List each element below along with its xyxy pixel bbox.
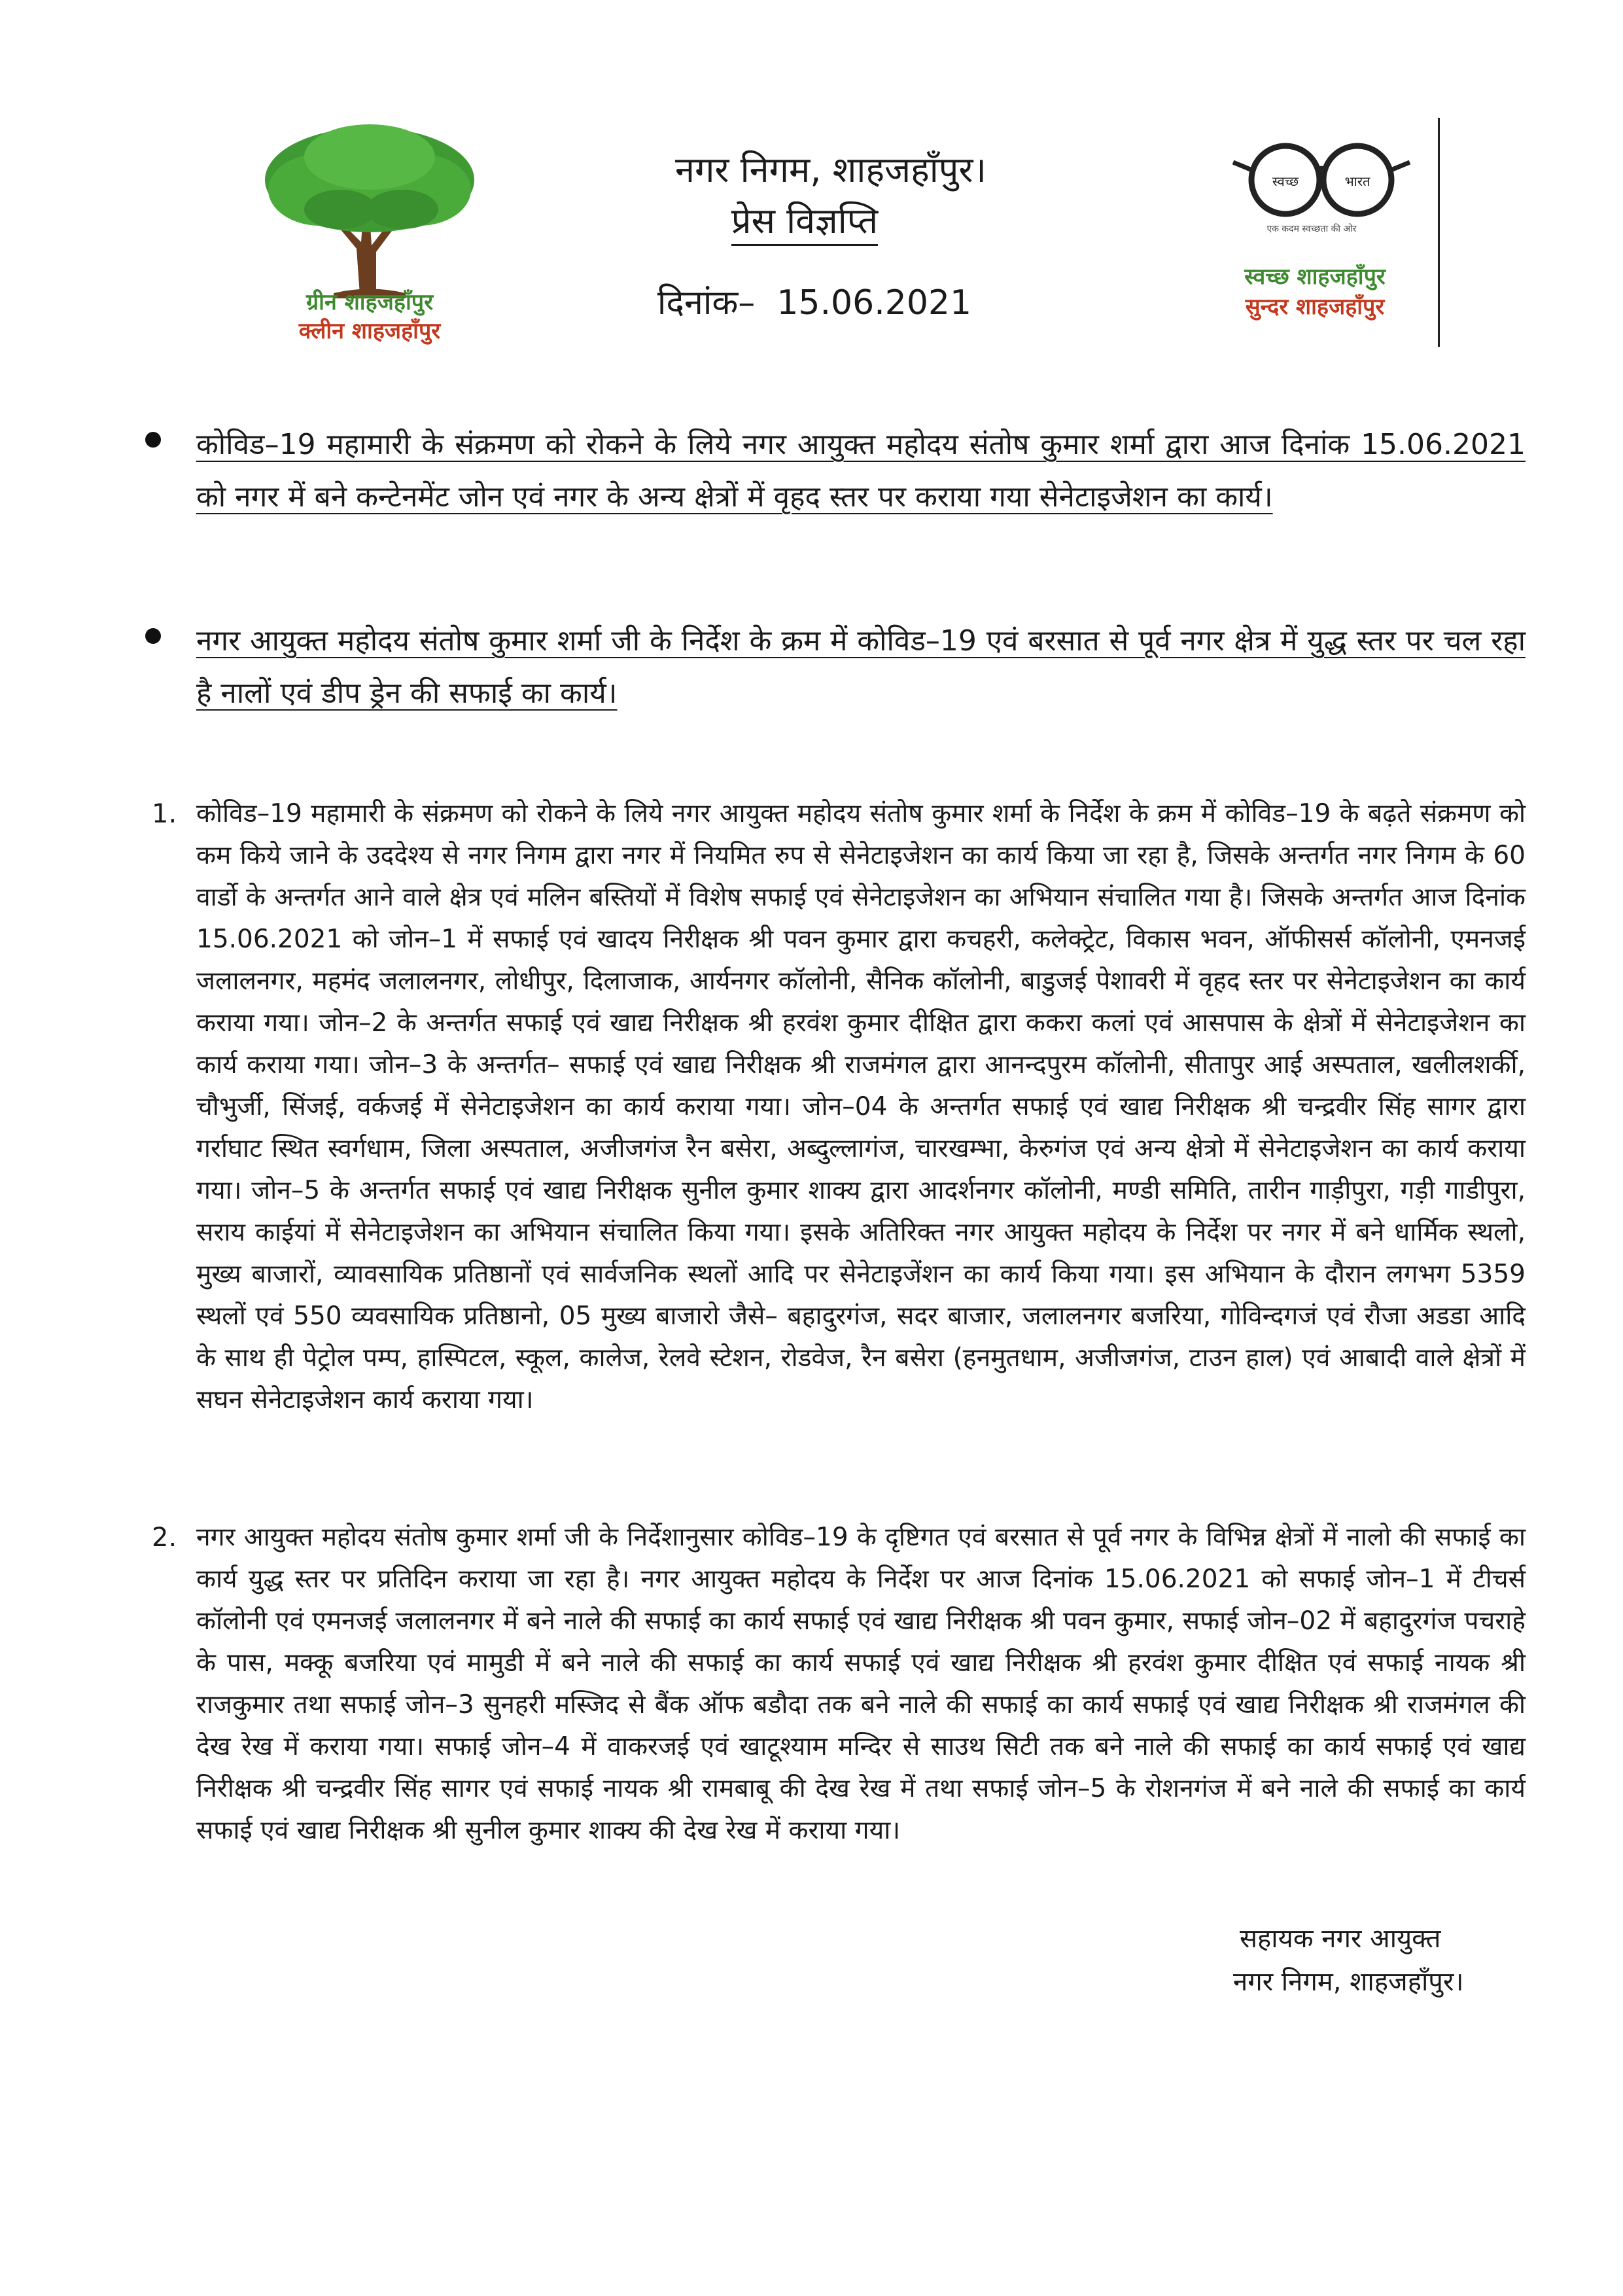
- bullet-icon: [145, 432, 161, 448]
- org-name: नगर निगम, शाहजहाँपुर।: [675, 149, 986, 190]
- signature-block: [1233, 1917, 1527, 2004]
- date-value: 15.06.2021: [777, 283, 972, 323]
- spectacles-right-word: भारत: [1344, 173, 1370, 189]
- right-logo-line1: स्वच्छ शाहजहाँपुर: [1244, 264, 1386, 290]
- press-release-title: प्रेस विज्ञप्ति: [731, 198, 878, 246]
- signatory-office: नगर निगम, शाहजहाँपुर।: [1233, 1967, 1464, 1997]
- date-label: दिनांक–: [657, 283, 756, 323]
- numbered-paragraph: [152, 1517, 1526, 1852]
- swachh-bharat-logo: [1223, 131, 1420, 255]
- tree-icon: [265, 124, 474, 298]
- headline-text: कोविड–19 महामारी के संक्रमण को रोकने के लिये नगर आयुक्त महोदय संतोष कुमार शर्मा द्वारा आज दिनांक 15.06.2021 को नगर में बने कन्टेनमेंट जोन एवं नगर के अन्य क्षेत्रों में वृहद स्तर पर कराया गया सेनेटाइजेशन का कार्य।: [196, 428, 1526, 514]
- date-line: [582, 280, 1047, 326]
- letterhead-title: [589, 147, 1047, 326]
- paragraph-number: 2.: [152, 1523, 177, 1553]
- swachh-tagline: एक कदम स्वच्छता की ओर: [1266, 224, 1357, 234]
- signatory-designation: सहायक नगर आयुक्त: [1240, 1924, 1441, 1954]
- spectacles-left-word: स्वच्छ: [1272, 173, 1299, 189]
- spectacles-icon: [1233, 146, 1410, 214]
- right-logo-line2: सुन्दर शाहजहाँपुर: [1245, 294, 1385, 320]
- bullet-icon: [145, 628, 161, 644]
- left-logo-line2: क्लीन शाहजहाँपुर: [298, 318, 441, 344]
- left-logo-text: [242, 288, 497, 345]
- header-divider: [1438, 118, 1440, 347]
- paragraph-text: कोविड–19 महामारी के संक्रमण को रोकने के लिये नगर आयुक्त महोदय संतोष कुमार शर्मा के निर्देश के क्रम में कोविड–19 के बढ़ते संक्रमण को कम किये जाने के उददेश्य से नगर निगम द्वारा नगर में नियमित रुप से सेनेटाइजेशन का कार्य किया जा रहा है, जिसके अन्तर्गत नगर निगम के 60 वार्डो के अन्तर्गत आने वाले क्षेत्र एवं मलिन बस्तियों में विशेष सफाई एवं सेनेटाइजेशन का अभियान संचालित गया है। जिसके अन्तर्गत आज दिनांक 15.06.2021 को जोन–1 में सफाई एवं खादय निरीक्षक श्री पवन कुमार द्वारा कचहरी, कलेक्ट्रेट, विकास भवन, ऑफीसर्स कॉलोनी, एमनजई जलालनगर, महमंद जलालनगर, लोधीपुर, दिलाजाक, आर्यनगर कॉलोनी, सैनिक कॉलोनी, बाडुजई पेशावरी में वृहद स्तर पर सेनेटाइजेशन का कार्य कराया गया। जोन–2 के अन्तर्गत सफाई एवं खाद्य निरीक्षक श्री हरवंश कुमार दीक्षित द्वारा ककरा कलां एवं आसपास के क्षेत्रों में सेनेटाइजेशन का कार्य कराया गया। जोन–3 के अन्तर्गत– सफाई एवं खाद्य निरीक्षक श्री राजमंगल द्वारा आनन्दपुरम कॉलोनी, सीतापुर आई अस्पताल, खलीलशर्की, चौभुर्जी, सिंजई, वर्कजई में सेनेटाइजेशन का कार्य कराया गया। जोन–04 के अन्तर्गत सफाई एवं खाद्य निरीक्षक श्री चन्द्रवीर सिंह सागर द्वारा गर्राघाट स्थित स्वर्गधाम, जिला अस्पताल, अजीजगंज रैन बसेरा, अब्दुल्लागंज, चारखम्भा, केरुगंज एवं अन्य क्षेत्रो में सेनेटाइजेशन का कार्य कराया गया। जोन–5 के अन्तर्गत सफाई एवं खाद्य निरीक्षक सुनील कुमार शाक्य द्वारा आदर्शनगर कॉलोनी, मण्डी समिति, तारीन गाड़ीपुरा, गड़ी गाडीपुरा, सराय काईयां में सेनेटाइजेशन का अभियान संचालित किया गया। इसके अतिरिक्त नगर आयुक्त महोदय के निर्देश पर नगर में बने धार्मिक स्थलो, मुख्य बाजारों, व्यावसायिक प्रतिष्ठानों एवं सार्वजनिक स्थलों आदि पर सेनेटाइजेंशन का कार्य किया गया। इस अभियान के दौरान लगभग 5359 स्थलों एवं 550 व्यवसायिक प्रतिष्ठानो, 05 मुख्य बाजारो जैसे– बहादुरगंज, सदर बाजार, जलालनगर बजरिया, गोविन्दगजं एवं रौजा अडडा आदि के साथ ही पेट्रोल पम्प, हास्पिटल, स्कूल, कालेज, रेलवे स्टेशन, रोडवेज, रैन बसेरा (हनमुतधाम, अजीजगंज, टाउन हाल) एवं आबादी वाले क्षेत्रों में सघन सेनेटाइजेशन कार्य कराया गया।: [196, 799, 1526, 1415]
- left-logo-line1: ग्रीन शाहजहाँपुर: [306, 289, 433, 315]
- headline-bullet: [145, 419, 1526, 523]
- right-logo-text: [1217, 262, 1413, 322]
- headline-text: नगर आयुक्त महोदय संतोष कुमार शर्मा जी के निर्देश के क्रम में कोविड–19 एवं बरसात से पूर्व नगर क्षेत्र में युद्ध स्तर पर चल रहा है नालों एवं डीप ड्रेन की सफाई का कार्य।: [196, 624, 1526, 710]
- paragraph-number: 1.: [152, 799, 177, 829]
- paragraph-text: नगर आयुक्त महोदय संतोष कुमार शर्मा जी के निर्देशानुसार कोविड–19 के दृष्टिगत एवं बरसात से पूर्व नगर के विभिन्न क्षेत्रों में नालो की सफाई का कार्य युद्ध स्तर पर प्रतिदिन कराया जा रहा है। नगर आयुक्त महोदय के निर्देश पर आज दिनांक 15.06.2021 को सफाई जोन–1 में टीचर्स कॉलोनी एवं एमनजई जलालनगर में बने नाले की सफाई का कार्य सफाई एवं खाद्य निरीक्षक श्री पवन कुमार, सफाई जोन–02 में बहादुरगंज पचराहे के पास, मक्कू बजरिया एवं मामुडी में बने नाले की सफाई का कार्य सफाई एवं खाद्य निरीक्षक श्री हरवंश कुमार दीक्षित एवं सफाई नायक श्री राजकुमार तथा सफाई जोन–3 सुनहरी मस्जिद से बैंक ऑफ बडौदा तक बने नाले की सफाई का कार्य सफाई एवं खाद्य निरीक्षक श्री राजमंगल की देख रेख में कराया गया। सफाई जोन–4 में वाकरजई एवं खाटूश्याम मन्दिर से साउथ सिटी तक बने नाले की सफाई का कार्य सफाई एवं खाद्य निरीक्षक श्री चन्द्रवीर सिंह सागर एवं सफाई नायक श्री रामबाबू की देख रेख में तथा सफाई जोन–5 के रोशनगंज में बने नाले की सफाई का कार्य सफाई एवं खाद्य निरीक्षक श्री सुनील कुमार शाक्य की देख रेख में कराया गया।: [196, 1523, 1526, 1845]
- headline-bullet: [145, 615, 1526, 720]
- numbered-paragraph: [152, 793, 1526, 1421]
